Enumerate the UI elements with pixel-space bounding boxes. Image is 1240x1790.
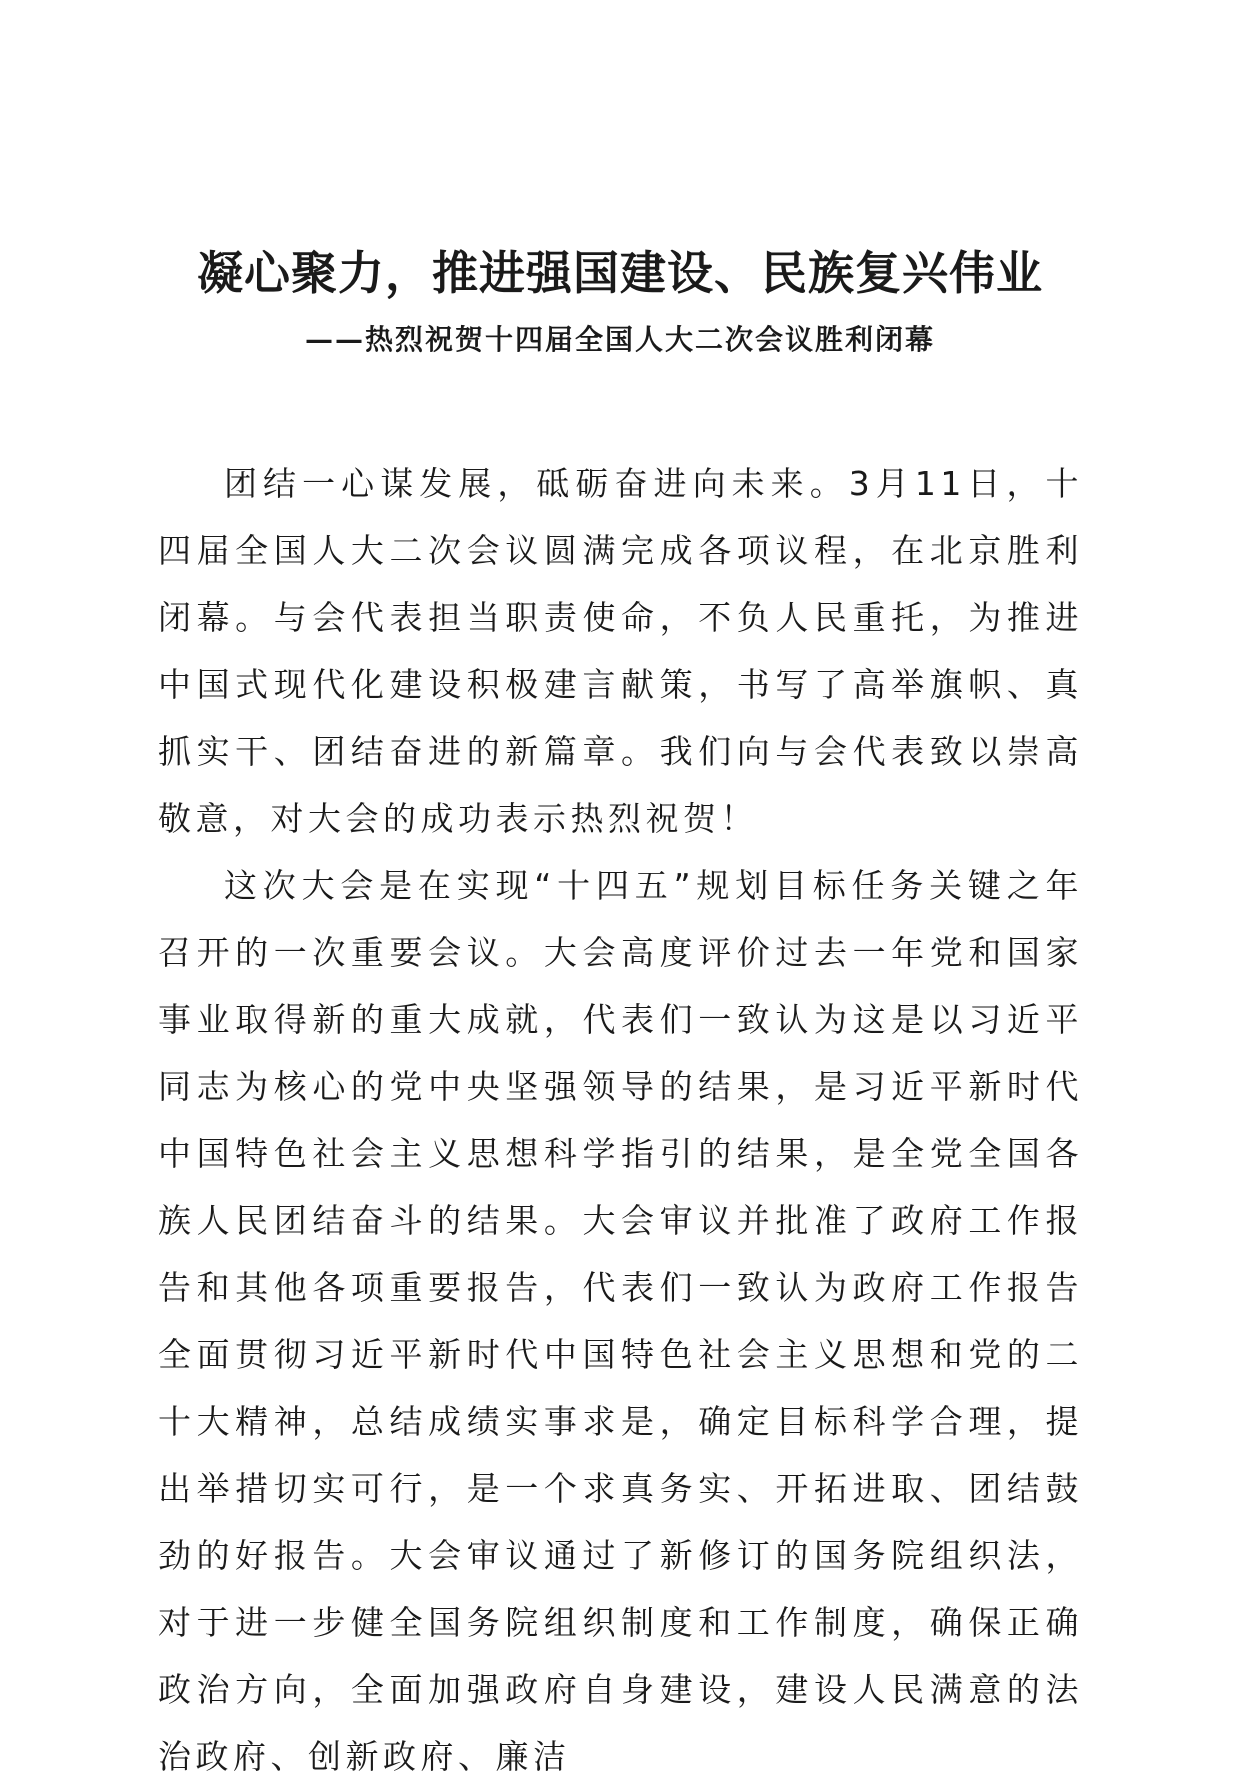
body-paragraph-1: 团结一心谋发展，砥砺奋进向未来。3月11日，十四届全国人大二次会议圆满完成各项议程，在北京胜利闭幕。与会代表担当职责使命，不负人民重托，为推进中国式现代化建设积极建言献策，书写了高举旗帜、真抓实干、团结奋进的新篇章。我们向与会代表致以崇高敬意，对大会的成功表示热烈祝贺！ [158, 464, 1083, 838]
document-title: 凝心聚力，推进强国建设、民族复兴伟业 [197, 246, 1043, 300]
body-paragraph-2: 这次大会是在实现“十四五”规划目标任务关键之年召开的一次重要会议。大会高度评价过去一年党和国家事业取得新的重大成就，代表们一致认为这是以习近平同志为核心的党中央坚强领导的结果，是习近平新时代中国特色社会主义思想科学指引的结果，是全党全国各族人民团结奋斗的结果。大会审议并批准了政府工作报告和其他各项重要报告，代表们一致认为政府工作报告全面贯彻习近平新时代中国特色社会主义思想和党的二十大精神，总结成绩实事求是，确定目标科学合理，提出举措切实可行，是一个求真务实、开拓进取、团结鼓劲的好报告。大会审议通过了新修订的国务院组织法，对于进一步健全国务院组织制度和工作制度，确保正确政治方向，全面加强政府自身建设，建设人民满意的法治政府、创新政府、廉洁 [158, 866, 1083, 1776]
document-body [158, 450, 1083, 1790]
document-subtitle: ——热烈祝贺十四届全国人大二次会议胜利闭幕 [304, 323, 935, 356]
